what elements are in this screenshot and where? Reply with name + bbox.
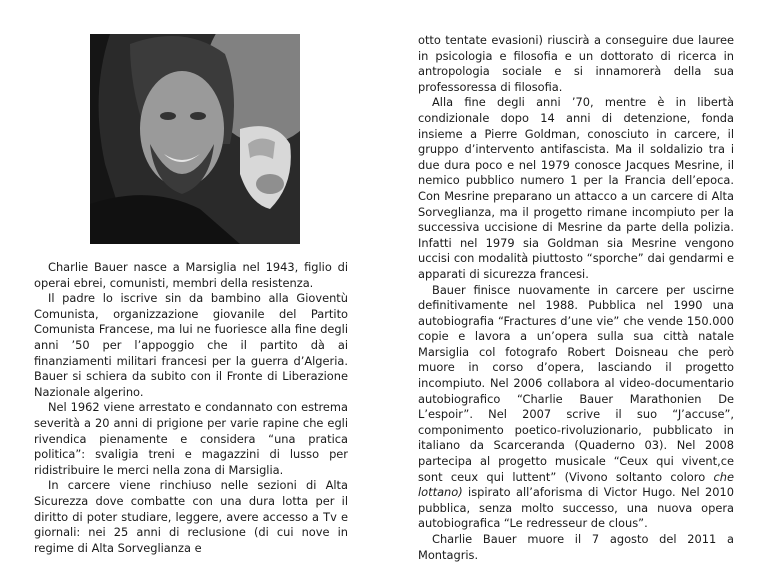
paragraph: Alla fine degli anni ’70, mentre è in libertà condizionale dopo 14 anni di detenzione, fonda insieme a Pierre Goldman, conosciuto in carcere, il gruppo d’intervento antifascista. Ma il soldalizio tra i due dura poco e nel 1979 conosce Jacques Mesrine, il nemico pubblico numero 1 per la Francia dell’epoca. Con Mesrine preparano un attacco a un carcere di Alta Sorveglianza, ma il progetto rimane incompiuto per la successiva uccisione di Mesrine da parte della polizia. Infatti nel 1979 sia Goldman sia Mesrine vengono uccisi con modalità piuttosto “sporche” dai gendarmi e apparati di sicurezza francesi. <box>418 95 734 281</box>
paragraph: Charlie Bauer nasce a Marsiglia nel 1943, figlio di operai ebrei, comunisti, membri della resistenza. <box>34 260 348 290</box>
paragraph-text: Bauer finisce nuovamente in carcere per uscirne definitivamente nel 1988. Pubblica nel 1990 una autobiografia “Fractures d’une vie” che vende 150.000 copie e lavora a un’opera sulla sua città natale Marsiglia col fotografo Robert Doisneau che però muore in corso d’opera, lasciando il progetto incompiuto. Nel 2006 collabora al video-documentario autobiografico “Charlie Bauer Marathonien De L’espoir”. Nel 2007 scrive il suo “J’accuse”, componimento poetico-rivoluzionario, pubblicato in italiano da Scarceranda (Quaderno 03). Nel 2008 partecipa al progetto musicale “Ceux qui vivent,ce sont ceux qui luttent” (Vivono soltanto coloro <box>418 282 734 484</box>
portrait-photo <box>90 34 300 244</box>
paragraph: Nel 1962 viene arrestato e condannato con estrema severità a 20 anni di prigione per varie rapine che egli rivendica pienamente e considera “una pratica politica”: svaligia treni e magazzini di lusso per ridistribuire le merci nella zona di Marsiglia. <box>34 400 348 477</box>
paragraph <box>418 283 734 533</box>
paragraph: Il padre lo iscrive sin da bambino alla Gioventù Comunista, organizzazione giovanile del Partito Comunista Francese, ma lui ne fuoriesce alla fine degli anni ’50 per l’appoggio che il partito dà ai finanziamenti militari francesi per la guerra d’Algeria. Bauer si schiera da subito con il Fronte di Liberazione Nazionale algerino. <box>34 291 348 399</box>
paragraph: otto tentate evasioni) riuscirà a conseguire due lauree in psicologia e filosofia e un dottorato di ricerca in antropologia sociale e si innamorerà della sua professoressa di filosofia. <box>418 33 734 94</box>
paragraph: In carcere viene rinchiuso nelle sezioni di Alta Sicurezza dove combatte con una dura lotta per il diritto di poter studiare, leggere, avere accesso a Tv e giornali: nei 25 anni di reclusione (di cui nove in regime di Alta Sorveglianza e <box>34 478 348 555</box>
paragraph-text: ispirato all’aforisma di Victor Hugo. Nel 2010 pubblica, senza molto successo, una nuova opera autobiografica “Le redresseur de clous”. <box>418 485 734 531</box>
paragraph: Charlie Bauer muore il 7 agosto del 2011 a Montagris. <box>418 532 734 562</box>
portrait-illustration <box>90 34 300 244</box>
left-text-column <box>34 260 348 556</box>
italic-phrase: che lottano) <box>418 469 734 500</box>
right-text-column <box>418 33 734 563</box>
